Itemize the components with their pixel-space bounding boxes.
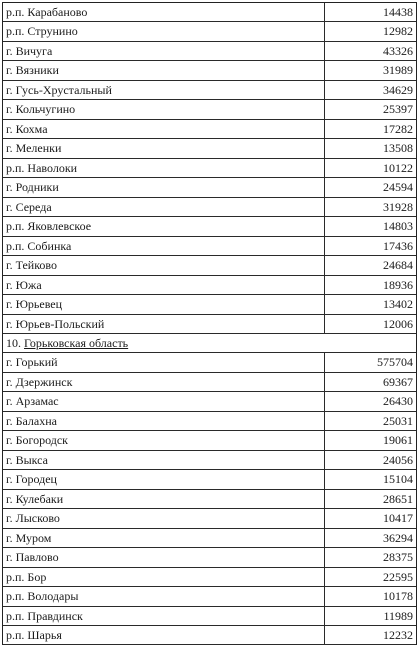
settlement-name-cell: г. Вичуга	[3, 42, 325, 60]
settlement-name-cell: р.п. Шарья	[3, 626, 325, 644]
settlement-name-cell: г. Вязники	[3, 61, 325, 79]
table-row	[3, 159, 416, 178]
settlement-name-cell: г. Арзамас	[3, 392, 325, 410]
table-row	[3, 178, 416, 197]
table-row	[3, 431, 416, 450]
population-cell: 15104	[383, 472, 413, 487]
settlement-name-cell: г. Юрьев-Польский	[3, 315, 325, 333]
population-cell: 31928	[383, 199, 413, 214]
settlement-name-cell: г. Южа	[3, 276, 325, 294]
settlement-name-cell: р.п. Правдинск	[3, 607, 325, 625]
population-cell: 13402	[383, 297, 413, 312]
population-cell: 24056	[383, 452, 413, 467]
table-row	[3, 61, 416, 80]
population-cell: 10122	[383, 160, 413, 175]
table-row	[3, 490, 416, 509]
settlement-name-cell: г. Гусь-Хрустальный	[3, 81, 325, 99]
section-title: Горьковская область	[24, 335, 129, 350]
table-row	[3, 412, 416, 431]
table-row	[3, 568, 416, 587]
table-row	[3, 587, 416, 606]
table-row	[3, 470, 416, 489]
table-row	[3, 626, 416, 645]
settlement-name-cell: г. Горький	[3, 353, 325, 371]
settlement-name-cell: г. Середа	[3, 198, 325, 216]
population-cell: 12982	[383, 24, 413, 39]
table-row	[3, 353, 416, 372]
population-cell: 18936	[383, 277, 413, 292]
population-cell: 11989	[383, 608, 413, 623]
settlement-name-cell: г. Кольчугино	[3, 100, 325, 118]
settlement-name-cell: г. Балахна	[3, 412, 325, 430]
table-row	[3, 42, 416, 61]
settlement-name-cell: г. Павлово	[3, 548, 325, 566]
table-row	[3, 373, 416, 392]
settlement-name-cell: г. Юрьевец	[3, 295, 325, 313]
settlement-name-cell: р.п. Яковлевское	[3, 217, 325, 235]
settlement-name-cell: р.п. Наволоки	[3, 159, 325, 177]
table-row	[3, 3, 416, 22]
settlement-name-cell: р.п. Карабаново	[3, 3, 325, 21]
settlement-name-cell: г. Дзержинск	[3, 373, 325, 391]
population-cell: 12232	[383, 628, 413, 642]
table-row	[3, 198, 416, 217]
table-row	[3, 217, 416, 236]
table-row	[3, 509, 416, 528]
table-row	[3, 22, 416, 41]
population-cell: 10178	[383, 589, 413, 604]
section-number: 10.	[6, 335, 21, 350]
population-cell: 28651	[383, 491, 413, 506]
settlement-name-cell: г. Кулебаки	[3, 490, 325, 508]
population-cell: 31989	[383, 63, 413, 78]
settlement-name-cell: г. Меленки	[3, 139, 325, 157]
population-cell: 25397	[383, 102, 413, 117]
table-row	[3, 81, 416, 100]
settlement-name-cell: г. Кохма	[3, 120, 325, 138]
settlement-name-cell: г. Лысково	[3, 509, 325, 527]
population-cell: 10417	[383, 511, 413, 526]
table-row	[3, 392, 416, 411]
population-cell: 25031	[383, 413, 413, 428]
settlement-name-cell: г. Родники	[3, 178, 325, 196]
settlement-name-cell: р.п. Собинка	[3, 237, 325, 255]
table-row	[3, 315, 416, 334]
table-body-group-2	[3, 353, 416, 645]
population-cell: 12006	[383, 316, 413, 331]
population-cell: 17282	[383, 121, 413, 136]
population-cell: 17436	[383, 238, 413, 253]
table-row	[3, 548, 416, 567]
settlement-name-cell: г. Богородск	[3, 431, 325, 449]
population-cell: 36294	[383, 530, 413, 545]
population-cell: 575704	[377, 355, 413, 370]
population-cell: 13508	[383, 141, 413, 156]
table-row	[3, 295, 416, 314]
settlement-name-cell: г. Муром	[3, 529, 325, 547]
settlement-name-cell: г. Тейково	[3, 256, 325, 274]
population-cell: 22595	[383, 569, 413, 584]
table-row	[3, 100, 416, 119]
table-row	[3, 120, 416, 139]
population-cell: 19061	[383, 433, 413, 448]
population-cell: 43326	[383, 43, 413, 58]
table-row	[3, 451, 416, 470]
population-cell: 14803	[383, 219, 413, 234]
table-body-group-1	[3, 3, 416, 334]
table-row	[3, 139, 416, 158]
population-cell: 28375	[383, 550, 413, 565]
settlement-name-cell: р.п. Струнино	[3, 22, 325, 40]
population-cell: 24594	[383, 180, 413, 195]
table-row	[3, 256, 416, 275]
population-table	[2, 2, 417, 645]
population-cell: 26430	[383, 394, 413, 409]
table-row	[3, 276, 416, 295]
settlement-name-cell: р.п. Володары	[3, 587, 325, 605]
table-row	[3, 607, 416, 626]
population-cell: 14438	[383, 5, 413, 19]
table-row	[3, 237, 416, 256]
settlement-name-cell: г. Выкса	[3, 451, 325, 469]
table-row	[3, 529, 416, 548]
population-cell: 69367	[383, 374, 413, 389]
settlement-name-cell: г. Городец	[3, 470, 325, 488]
population-cell: 24684	[383, 258, 413, 273]
population-cell: 34629	[383, 82, 413, 97]
section-heading-row	[3, 334, 416, 353]
settlement-name-cell: р.п. Бор	[3, 568, 325, 586]
